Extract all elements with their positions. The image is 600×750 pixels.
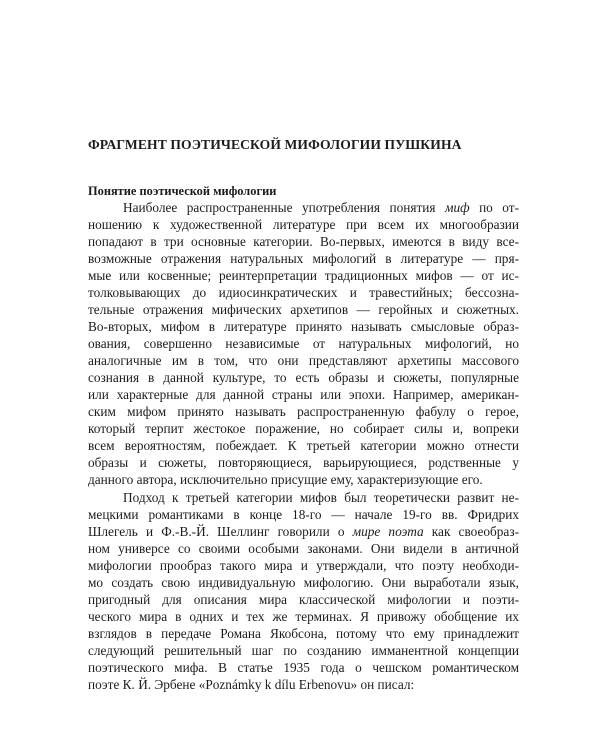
text-line: мые или косвенные; реинтерпретации традиционных мифов — от ис- (88, 268, 519, 283)
text-line: мецкими романтиками в конце 18-го — начале 19-го вв. Фридрих (88, 507, 519, 522)
chapter-title: ФРАГМЕНТ ПОЭТИЧЕСКОЙ МИФОЛОГИИ ПУШКИНА (88, 137, 462, 152)
text-line: поэтического мифа. В статье 1935 года о чешском романтическом (88, 660, 519, 675)
text-line (88, 523, 519, 540)
text-line: ческого мира в одних и тех же терминах. Я привожу обобщение их (88, 609, 519, 624)
text-line: мо создать свою индивидуальную мифологию. Они выработали язык, (88, 575, 519, 590)
text-line: образы и сюжеты, повторяющиеся, варьирующиеся, родственные у (88, 455, 519, 470)
section-title: Понятие поэтической мифологии (88, 184, 277, 198)
text-line: ования, совершенно независимые от натуральных мифологий, но (88, 336, 519, 351)
text-line: который терпит жестокое поражение, но собирает силы и, вопреки (88, 421, 519, 436)
text-fragment: Наиболее распространенные употребления понятия (123, 200, 446, 215)
text-fragment: как своеобраз- (423, 524, 519, 539)
text-line: ношению к художественной литературе при всем их многообразии (88, 217, 519, 232)
italic-term: миф (445, 200, 470, 215)
text-line: ским мифом принято называть распространенную фабулу о герое, (88, 404, 519, 419)
text-line: возможные отражения натуральных мифологий в литературе — пря- (88, 251, 519, 266)
text-line: поэте К. Й. Эрбене «Poznámky k dílu Erbenovu» он писал: (88, 677, 415, 692)
text-line: мифологии прообраз такого мира и утверждали, что поэту необходи- (88, 558, 519, 573)
text-line: сознания в данной культуре, то есть образы и сюжеты, популярные (88, 370, 519, 385)
text-line: попадают в три основные категории. Во-первых, имеются в виду все- (88, 234, 519, 249)
text-line: или характерные для данной страны или эпохи. Например, американ- (88, 387, 519, 402)
text-line: тельные отражения мифических архетипов — геройных и сюжетных. (88, 302, 519, 317)
text-line: следующий решительный шаг по созданию имманентной концепции (88, 643, 519, 658)
text-line (88, 199, 519, 216)
text-fragment: по от- (469, 200, 520, 215)
book-page (88, 0, 519, 750)
text-fragment: Шлегель и Ф.-В.-Й. Шеллинг говорили о (88, 524, 353, 539)
text-line: пригодный для описания мира классической мифологии и поэти- (88, 592, 519, 607)
text-line: толковывающих до идиосинкратических и травестийных; бессозна- (88, 285, 519, 300)
text-line: данного автора, исключительно присущие ему, характеризующие его. (88, 472, 483, 487)
text-line: Подход к третьей категории мифов был теоретически развит не- (123, 490, 519, 505)
italic-term: мире поэта (352, 524, 424, 539)
text-line: Во-вторых, мифом в литературе принято называть смысловые образ- (88, 319, 519, 334)
text-line: аналогичные им в том, что они представляют архетипы массового (88, 353, 519, 368)
text-line: взглядов в передаче Романа Якобсона, потому что ему принадлежит (88, 626, 519, 641)
text-line: всем вероятностям, побеждает. К третьей категории можно отнести (88, 438, 519, 453)
text-line: ном универсе со своими особыми законами. Они видели в античной (88, 541, 519, 556)
